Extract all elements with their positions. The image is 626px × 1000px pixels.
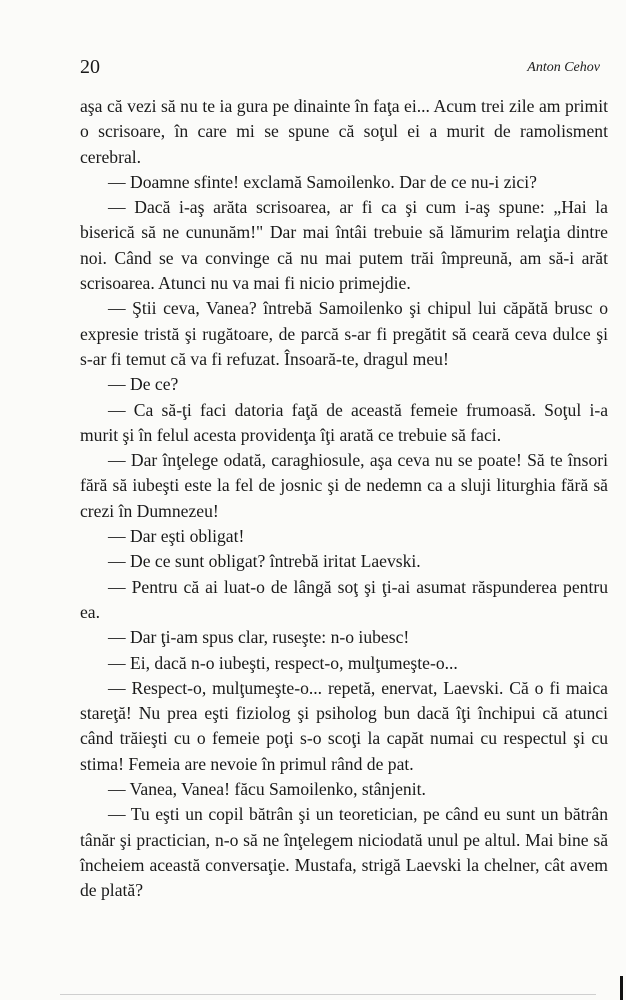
page-header [80,56,600,86]
paragraph: — Ca să-ţi faci datoria faţă de această femeie frumoasă. Soţul i-a murit şi în felul acesta providenţa îţi arată ce trebuie să faci. [80,399,608,445]
paragraph: — Tu eşti un copil bătrân şi un teoretician, pe când eu sunt un bătrân tânăr şi practician, n-o să ne înţelegem niciodată unul pe altul. Mai bine să încheiem această conversaţie. Mustafa, strigă Laevski la chelner, cât avem de plată? [80,804,608,901]
paragraph: — Vanea, Vanea! făcu Samoilenko, stânjenit. [108,779,426,800]
paragraph: — De ce sunt obligat? întrebă iritat Laevski. [108,551,421,572]
paragraph: — Respect-o, mulţumeşte-o... repetă, enervat, Laevski. Că o fi maica stareţă! Nu prea eşti fiziolog şi psiholog bun dacă îţi închipui că atunci când trăieşti cu o femeie poţi s-o scoţi la capăt numai cu respectul şi cu stima! Femeia are nevoie în primul rând de pat. [80,677,608,774]
body-text [80,94,608,904]
paragraph: — Dacă i-aş arăta scrisoarea, ar fi ca şi cum i-aş spune: „Hai la biserică să ne cununăm!" Dar mai întâi trebuie să lămurim relaţia dintre noi. Când se va convinge că nu mai putem trăi împreună, am să-i arăt scrisoarea. Atunci nu va mai fi nicio primejdie. [80,197,608,294]
paragraph: — Dar eşti obligat! [108,526,245,547]
paragraph: — Ei, dacă n-o iubeşti, respect-o, mulţumeşte-o... [108,652,458,673]
running-head-author: Anton Cehov [527,60,600,75]
paragraph: — Dar ţi-am spus clar, ruseşte: n-o iubesc! [108,627,410,648]
page-edge-mark [620,976,623,1000]
paragraph: aşa că vezi să nu te ia gura pe dinainte în faţa ei... Acum trei zile am primit o scrisoare, în care mi se spune că soţul ei a murit de ramolisment cerebral. [80,96,608,167]
paragraph: — Dar înţelege odată, caraghiosule, aşa ceva nu se poate! Să te însori fără să iubeşti este la fel de josnic şi de nedemn ca a sluji liturghia fără să crezi în Dumnezeu! [80,450,608,521]
page-number: 20 [80,56,100,78]
paragraph: — Doamne sfinte! exclamă Samoilenko. Dar de ce nu-i zici? [108,171,537,192]
bottom-edge-line [60,994,596,995]
paragraph: — De ce? [108,374,179,395]
paragraph: — Ştii ceva, Vanea? întrebă Samoilenko şi chipul lui căpătă brusc o expresie tristă şi rugătoare, de parcă s-ar fi pregătit să ceară ceva dulce şi s-ar fi temut că va fi refuzat. Însoară-te, dragul meu! [80,298,608,369]
paragraph: — Pentru că ai luat-o de lângă soţ şi ţi-ai asumat răspunderea pentru ea. [80,576,608,622]
